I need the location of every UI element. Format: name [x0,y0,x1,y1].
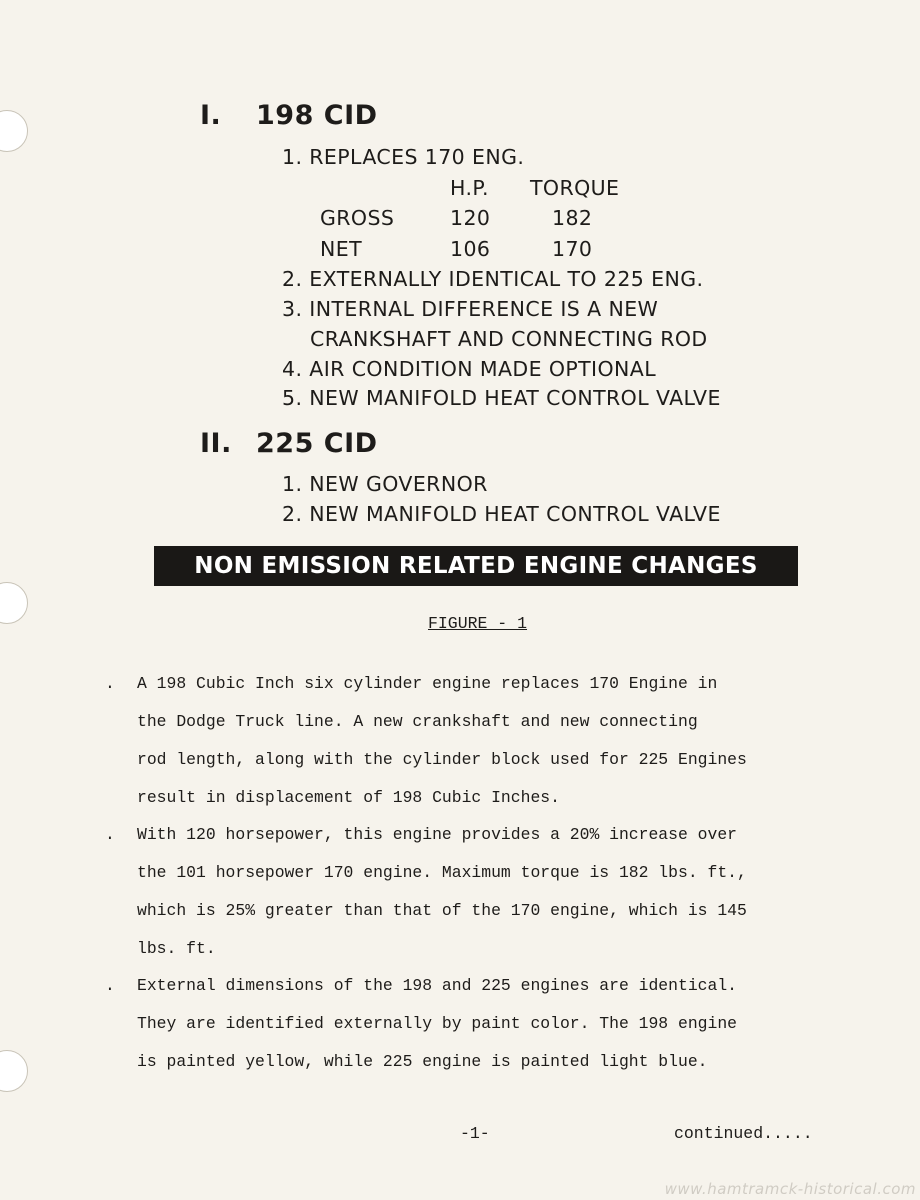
table-row-net-label: NET [320,237,363,261]
continued-note: continued..... [674,1124,813,1143]
paragraph-1-line-3: rod length, along with the cylinder block used for 225 Engines [137,750,747,769]
bullet: . [105,976,115,995]
punch-hole-middle [0,582,28,624]
table-row-net-hp: 106 [450,237,491,261]
table-row-gross-torque: 182 [552,206,593,230]
paragraph-2-line-4: lbs. ft. [137,939,216,958]
section-2-item-2: 2. NEW MANIFOLD HEAT CONTROL VALVE [282,502,721,526]
bullet: . [105,825,115,844]
table-row-gross-hp: 120 [450,206,491,230]
table-header-torque: TORQUE [530,176,620,200]
paragraph-1-line-2: the Dodge Truck line. A new crankshaft and new connecting [137,712,698,731]
section-1-item-3: 3. INTERNAL DIFFERENCE IS A NEW [282,297,659,321]
section-1-title: 198 CID [256,100,378,131]
table-row-gross-label: GROSS [320,206,395,230]
section-2-item-1: 1. NEW GOVERNOR [282,472,488,496]
paragraph-2-line-2: the 101 horsepower 170 engine. Maximum torque is 182 lbs. ft., [137,863,747,882]
section-2-heading [200,428,378,459]
paragraph-3-line-3: is painted yellow, while 225 engine is painted light blue. [137,1052,708,1071]
section-1-item-1: 1. REPLACES 170 ENG. [282,145,525,169]
section-2-title: 225 CID [256,428,378,459]
figure-label: FIGURE - 1 [428,614,528,633]
watermark: www.hamtramck-historical.com [664,1180,916,1198]
section-banner: NON EMISSION RELATED ENGINE CHANGES [154,546,798,586]
section-2-numeral: II. [200,428,232,459]
section-1-item-2: 2. EXTERNALLY IDENTICAL TO 225 ENG. [282,267,704,291]
section-1-numeral: I. [200,100,222,131]
table-header-hp: H.P. [450,176,489,200]
paragraph-2-line-3: which is 25% greater than that of the 170 engine, which is 145 [137,901,747,920]
paragraph-3-line-1: External dimensions of the 198 and 225 engines are identical. [137,976,737,995]
paragraph-3-line-2: They are identified externally by paint color. The 198 engine [137,1014,737,1033]
section-1-item-4: 4. AIR CONDITION MADE OPTIONAL [282,357,657,381]
paragraph-1-line-1: A 198 Cubic Inch six cylinder engine replaces 170 Engine in [137,674,718,693]
paragraph-1-line-4: result in displacement of 198 Cubic Inches. [137,788,560,807]
punch-hole-bottom [0,1050,28,1092]
table-row-net-torque: 170 [552,237,593,261]
paragraph-2-line-1: With 120 horsepower, this engine provides a 20% increase over [137,825,737,844]
punch-hole-top [0,110,28,152]
section-1-heading [200,100,378,131]
section-1-item-5: 5. NEW MANIFOLD HEAT CONTROL VALVE [282,386,721,410]
bullet: . [105,674,115,693]
page-number: -1- [460,1124,490,1143]
section-1-item-3-cont: CRANKSHAFT AND CONNECTING ROD [310,327,708,351]
